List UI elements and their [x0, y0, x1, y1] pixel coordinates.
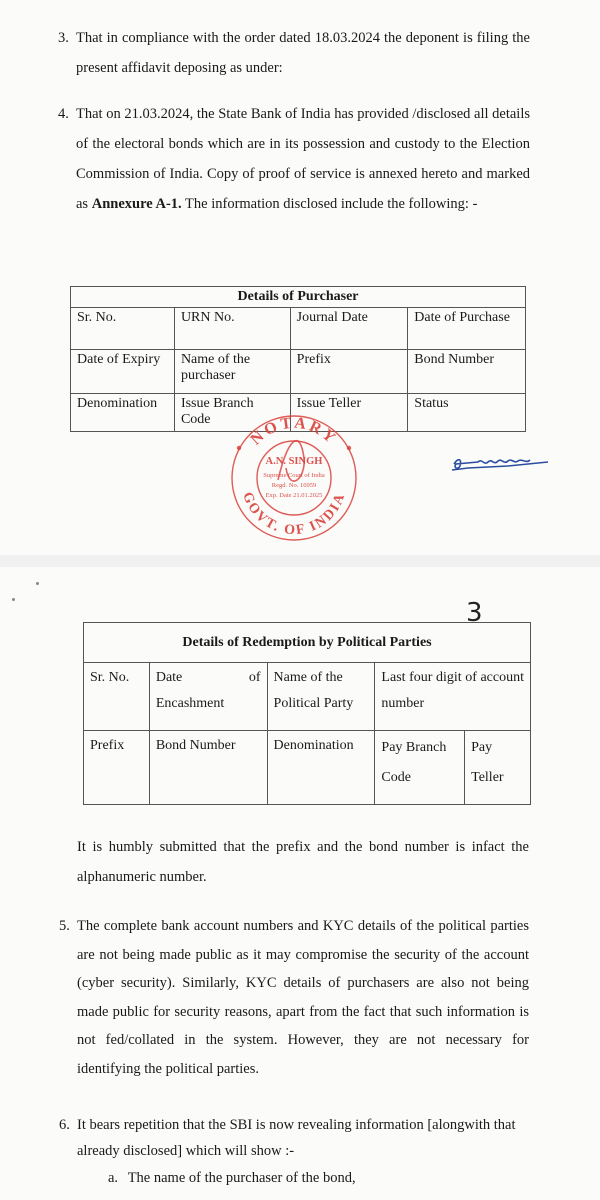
paragraph-text-end: The information disclosed include the following: - — [181, 196, 478, 212]
table-cell: Issue Branch Code — [174, 394, 290, 432]
speck — [36, 582, 39, 585]
stamp-top-text: NOTARY — [247, 414, 341, 449]
table-cell: Pay Teller — [465, 731, 531, 805]
submission-paragraph — [77, 832, 529, 892]
table-cell: Date of Purchase — [408, 308, 526, 350]
table-cell: Issue Teller — [290, 394, 408, 432]
table-cell: Bond Number — [149, 731, 267, 805]
list-text: The name of the purchaser of the bond, — [127, 1170, 356, 1186]
table-cell: Bond Number — [408, 350, 526, 394]
redemption-details-table — [83, 622, 531, 805]
table-cell: Pay Branch Code — [375, 731, 465, 805]
signature — [448, 448, 568, 478]
stamp-line: Supreme Court of India — [263, 472, 325, 479]
table-title: Details of Purchaser — [71, 287, 526, 308]
table-cell: Name of the Political Party — [267, 663, 375, 731]
paragraph-text: It bears repetition that the SBI is now revealing information [alongwith that already disclosed] which will show :- — [77, 1117, 516, 1159]
table-row — [71, 350, 526, 394]
table-cell: Date of Encashment — [149, 663, 267, 731]
table-cell: Last four digit of account number — [375, 663, 531, 731]
paragraph-3 — [58, 23, 530, 83]
table-title: Details of Redemption by Political Parties — [84, 623, 531, 663]
paragraph-text: That in compliance with the order dated 18.03.2024 the deponent is filing the present affidavit deposing as under: — [76, 30, 530, 76]
table-cell: URN No. — [174, 308, 290, 350]
table-row — [84, 663, 531, 731]
list-marker: a. — [108, 1170, 119, 1186]
table-cell: Prefix — [84, 731, 150, 805]
table-cell: Prefix — [290, 350, 408, 394]
document-page-1 — [0, 0, 600, 555]
paragraph-number: 4. — [58, 106, 69, 122]
speck — [12, 598, 15, 601]
page-separator — [0, 555, 600, 567]
paragraph-6 — [59, 1112, 517, 1164]
list-item — [108, 1170, 356, 1187]
table-cell: Name of the purchaser — [174, 350, 290, 394]
paragraph-text: It is humbly submitted that the prefix and the bond number is infact the alphanumeric number. — [77, 839, 529, 885]
table-cell: Status — [408, 394, 526, 432]
stamp-line: Regd. No. 16959 — [271, 482, 317, 489]
table-cell: Denomination — [71, 394, 175, 432]
table-row — [71, 308, 526, 350]
paragraph-number: 3. — [58, 30, 69, 46]
table-row — [84, 731, 531, 805]
table-cell: Sr. No. — [84, 663, 150, 731]
stamp-line: Exp. Date 21.01.2025 — [265, 492, 323, 499]
paragraph-text: The complete bank account numbers and KYC details of the political parties are not being made public as it may compromise the security of the account (cyber security). Similarly, KYC details of purchasers are also not being made public for security reasons, apart from the fact that such information is not fed/collated in the system. However, they are not necessary for identifying the political parties. — [77, 918, 529, 1077]
notary-stamp — [228, 398, 358, 558]
paragraph-5 — [59, 912, 529, 1083]
table-cell: Sr. No. — [71, 308, 175, 350]
table-cell: Journal Date — [290, 308, 408, 350]
table-cell: Denomination — [267, 731, 375, 805]
paragraph-number: 6. — [59, 1117, 70, 1133]
paragraph-4 — [58, 99, 530, 219]
paragraph-text: That on 21.03.2024, the State Bank of India has provided /disclosed all details of the electoral bonds which are in its possession and custody to the Election Commission of India. Copy of proof of service is annexed hereto and marked as — [76, 106, 530, 212]
stamp-bottom-text: GOVT. OF INDIA — [239, 490, 349, 539]
annexure-reference: Annexure A-1. — [91, 196, 182, 212]
stamp-name: A.N. SINGH — [265, 456, 323, 467]
table-cell: Date of Expiry — [71, 350, 175, 394]
paragraph-number: 5. — [59, 918, 70, 934]
page-number: 3 — [466, 598, 483, 628]
